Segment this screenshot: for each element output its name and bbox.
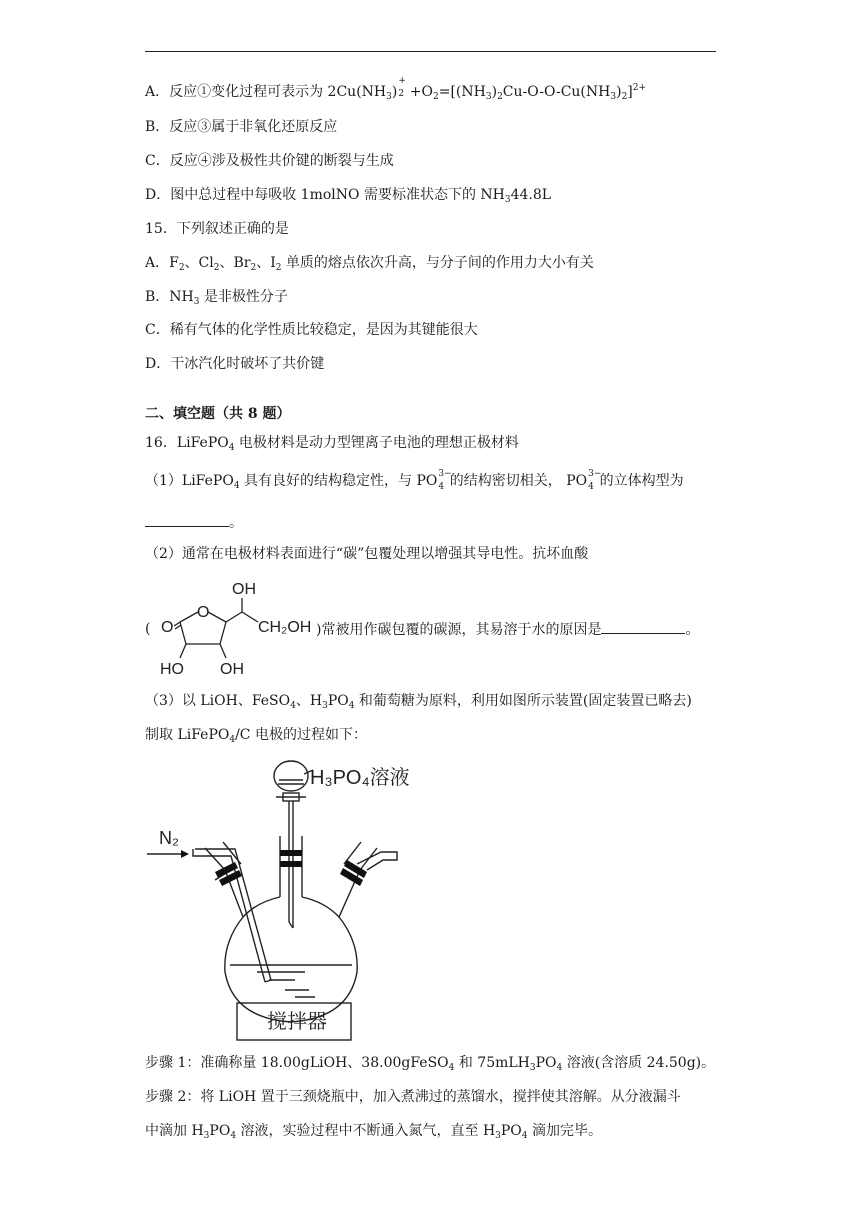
stirrer-label: 搅拌器	[267, 1011, 327, 1033]
stopper-bottom	[280, 861, 302, 867]
q15-stem: 15．下列叙述正确的是	[145, 221, 289, 237]
q15-option-d: D．干冰汽化时破坏了共价键	[145, 356, 325, 372]
gas-arrow-head	[181, 850, 189, 858]
phosphate-ion-charge: 3− 4	[438, 469, 452, 492]
q14-option-c: C．反应④涉及极性共价键的断裂与生成	[145, 153, 394, 169]
q16-part1: （1）LiFePO$_4$ 具有良好的结构稳定性，与 PO 3− 4 的结构密切相关， PO 3− 4 的立体构型为	[145, 469, 684, 492]
bond-c4-c3	[220, 622, 226, 644]
q16-step2-line1: 步骤 2：将 LiOH 置于三颈烧瓶中，加入煮沸过的蒸馏水，搅拌使其溶解。从分液漏斗	[145, 1089, 681, 1105]
q16-part3b: 制取 LiFePO$_4$/C 电极的过程如下：	[145, 727, 367, 745]
ring-oxygen: O	[197, 604, 210, 621]
q15-option-c: C．稀有气体的化学性质比较稳定，是因为其键能很大	[145, 322, 478, 338]
ion-charge: + 2	[398, 76, 406, 99]
q16-stem: 16．LiFePO$_4$ 电极材料是动力型锂离子电池的理想正极材料	[145, 435, 519, 453]
q16-part1-answer: 。	[145, 512, 243, 533]
q16-step2-line2: 中滴加 $H_3PO_4$ 溶液，实验过程中不断通入氮气，直至 $H_3PO_4$ 滴加完毕。	[145, 1123, 602, 1141]
q15-option-a: A．$F_2$、$Cl_2$、$Br_2$、$I_2$ 单质的熔点依次升高，与分子间的作用力大小有关	[145, 255, 594, 273]
bond-c2-oh	[180, 644, 186, 658]
stopper-top	[280, 850, 302, 856]
ch2oh-label: CH₂OH	[258, 619, 312, 636]
bond-o-c4	[208, 612, 226, 622]
carbonyl-bond-2	[175, 625, 181, 629]
q16-part2-line1: （2）通常在电极材料表面进行“碳”包覆处理以增强其导电性。抗坏血酸	[145, 546, 589, 562]
bond-c3-oh	[220, 644, 226, 658]
phosphate-ion-charge-2: 3− 4	[588, 469, 602, 492]
q15-option-b: B．$NH_3$ 是非极性分子	[145, 289, 288, 307]
funnel-bulb	[274, 761, 308, 791]
right-outlet-tube	[357, 852, 397, 870]
left-neck-outer	[205, 848, 225, 870]
right-neck-inner	[344, 842, 361, 864]
bond-c1-o	[180, 612, 198, 622]
oh-label-top: OH	[232, 581, 256, 598]
reagent-label: H₃PO₄溶液	[310, 767, 410, 789]
flask-bulb	[225, 917, 357, 1022]
q16-part2-line2: )常被用作碳包覆的碳源，其易溶于水的原因是 。	[316, 619, 699, 640]
q16-part3: （3）以 LiOH、FeSO$_4$、$H_3PO_4$ 和葡萄糖为原料，利用如图所示装置(固定装置已略去)	[145, 693, 692, 711]
answer-blank-1	[145, 512, 229, 527]
apparatus-diagram	[145, 752, 445, 1044]
gas-label: N₂	[159, 828, 179, 848]
ascorbic-acid-structure	[146, 578, 326, 682]
oh-label-right: OH	[220, 661, 244, 678]
open-paren: (	[145, 621, 151, 637]
q14-option-a: A．反应①变化过程可表示为 $2Cu(NH_3)$ + 2 $+O_2=[(NH_3)_2Cu-O-O-Cu(NH_3)_2]^{2+}$	[145, 76, 647, 102]
bond-c5-c6	[242, 612, 258, 622]
bond-c4-c5	[226, 612, 242, 622]
q14-option-d: D．图中总过程中每吸收 1molNO 需要标准状态下的 $NH_344.8L$	[145, 187, 552, 205]
q16-step1: 步骤 1：准确称量 18.00gLiOH、38.00gFeSO$_4$ 和 $75mLH_3PO_4$ 溶液(含溶质 24.50g)。	[145, 1055, 716, 1073]
q14-option-b: B．反应③属于非氧化还原反应	[145, 119, 338, 135]
carbonyl-bond-1	[174, 622, 180, 626]
answer-blank-2	[601, 619, 685, 634]
header-rule	[145, 51, 716, 52]
carbonyl-oxygen: O	[161, 619, 174, 636]
ho-label-left: HO	[160, 661, 184, 678]
section-title: 二、填空题（共 8 题）	[145, 406, 291, 422]
